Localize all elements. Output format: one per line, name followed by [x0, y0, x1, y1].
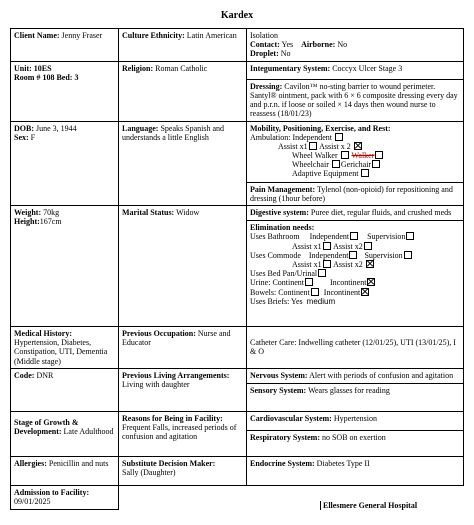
height-label: Height: — [14, 217, 40, 227]
pain-label: Pain Management: — [250, 184, 316, 194]
code-cell — [11, 368, 119, 411]
reasons-cell — [119, 411, 247, 456]
mobility-assist-x1-checkbox[interactable] — [309, 142, 317, 150]
religion-cell — [119, 61, 247, 121]
occupation-cell — [119, 327, 247, 369]
commode-independent-checkbox[interactable] — [349, 251, 357, 259]
digestive-cell — [247, 206, 464, 327]
briefs-size-value: medium — [306, 296, 336, 306]
contact-label: Contact: — [250, 40, 280, 50]
sensory-value: Wears glasses for reading — [306, 385, 390, 395]
digestive-label: Digestive system: — [250, 208, 309, 217]
occupation-label: Previous Occupation: — [122, 329, 196, 338]
urine-incontinent-label: Incontinent — [330, 278, 367, 288]
droplet-value: No — [278, 49, 291, 59]
uses-commode-label: Uses Commode — [250, 250, 301, 260]
allergies-value: Penicillin and nuts — [46, 458, 109, 468]
cardio-label: Cardiovascular System: — [250, 413, 332, 423]
integumentary-label: Integumentary System: — [250, 63, 331, 73]
dressing-label: Dressing: — [250, 81, 283, 91]
uses-bathroom-label: Uses Bathroom — [250, 232, 300, 242]
digestive-value: Puree diet, regular fluids, and crushed meds — [308, 208, 452, 217]
decision-maker-label: Substitute Decision Maker: — [122, 458, 216, 468]
gerichair-label: Gerichair — [340, 160, 372, 170]
bowels-incontinent-label: Incontinent — [323, 287, 361, 297]
wheelchair-label: Wheelchair — [292, 160, 329, 170]
commode-assist-x2-checkbox[interactable] — [366, 260, 374, 268]
room-label: Room # 108 Bed: 3 — [14, 72, 79, 82]
stage-cell — [11, 411, 119, 456]
catheter-care-value: Catheter Care: Indwelling catheter (12/01/25), UTI (13/01/25), I & O — [250, 338, 456, 357]
bathroom-assist-x1-label: Assist x1 — [292, 241, 322, 251]
respiratory-label: Respiratory System: — [250, 432, 320, 442]
uses-briefs-label: Uses Briefs: Yes — [250, 296, 303, 306]
sensory-label: Sensory System: — [250, 385, 307, 395]
ambulation-label: Ambulation: Independent — [250, 132, 332, 142]
mobility-assist-x1-label: Assist x1 — [278, 141, 308, 151]
commode-assist-x1-label: Assist x1 — [292, 259, 322, 269]
commode-assist-x1-checkbox[interactable] — [323, 260, 331, 268]
urine-continent-checkbox[interactable] — [305, 278, 313, 286]
history-value: Hypertension, Diabetes, Constipation, UTI, Dementia (Middle stage) — [14, 338, 108, 366]
mobility-assist-x2-label: Assist x 2 — [319, 141, 351, 151]
mobility-cell — [247, 121, 464, 206]
weight-label: Weight: — [14, 208, 42, 217]
religion-label: Religion: — [122, 63, 154, 73]
client-name-value: Jenny Fraser — [59, 31, 103, 40]
integumentary-value: Coccyx Ulcer Stage 3 — [330, 63, 403, 73]
dob-label: DOB: — [14, 123, 34, 133]
allergies-cell — [11, 456, 119, 485]
urine-continent-label: Urine: Continent — [250, 278, 304, 288]
sex-label: Sex: — [14, 132, 29, 142]
cardio-cell — [247, 411, 464, 456]
religion-value: Roman Catholic — [153, 63, 208, 73]
commode-independent-label: Independent — [308, 250, 349, 260]
marital-value: Widow — [174, 208, 200, 217]
language-cell — [119, 121, 247, 206]
stage-label: Stage of Growth & Development: — [14, 417, 79, 436]
unit-cell — [11, 61, 119, 121]
reasons-value: Frequent Falls, increased periods of confusion and agitation — [122, 422, 237, 442]
respiratory-value: no SOB on exertion — [319, 432, 386, 442]
admission-value: 09/01/2025 — [14, 496, 51, 506]
living-value: Living with daughter — [122, 379, 190, 389]
commode-supervision-checkbox[interactable] — [404, 251, 412, 259]
history-cell — [11, 327, 119, 369]
height-value: 167cm — [39, 217, 62, 227]
bowels-continent-checkbox[interactable] — [311, 288, 319, 296]
marital-cell — [119, 206, 247, 327]
integumentary-cell — [247, 61, 464, 121]
nervous-label: Nervous System: — [250, 370, 308, 380]
hospital-name: Ellesmere General Hospital — [320, 501, 417, 510]
weight-value: 70kg — [41, 208, 60, 217]
marital-label: Marital Status: — [122, 208, 175, 217]
decision-maker-cell — [119, 456, 247, 485]
culture-label: Culture Ethnicity: — [122, 31, 185, 40]
endocrine-label: Endocrine System: — [250, 458, 315, 468]
uses-bedpan-label: Uses Bed Pan/Urinal — [250, 269, 318, 279]
reasons-label: Reasons for Being in Facility: — [122, 413, 223, 423]
decision-maker-value: Sally (Daughter) — [122, 467, 176, 477]
code-value: DNR — [34, 370, 54, 380]
airborne-label: Airborne: — [301, 40, 336, 50]
empty-cell — [119, 485, 247, 509]
bathroom-assist-x2-checkbox[interactable] — [364, 242, 372, 250]
bathroom-supervision-label: Supervision — [367, 232, 406, 242]
airborne-value: No — [335, 40, 348, 50]
bathroom-independent-checkbox[interactable] — [350, 232, 358, 240]
dob-value: June 3, 1944 — [34, 123, 77, 133]
dressing-value: Cavilon™ no-sting barrier to wound perimeter. Santyl® ointment, pack with 6 × 6 composite dressing every day and p.r.n. if loose or soiled × 14 days then wound nurse to reassess (18/01/23) — [250, 81, 458, 119]
droplet-label: Droplet: — [250, 49, 279, 59]
culture-value: Latin American — [184, 31, 237, 40]
commode-supervision-label: Supervision — [364, 250, 403, 260]
urine-incontinent-checkbox[interactable] — [367, 278, 375, 286]
living-label: Previous Living Arrangements: — [122, 370, 230, 380]
bowels-continent-label: Bowels: Continent — [250, 287, 310, 297]
nervous-cell — [247, 368, 464, 411]
walker-label: Walker — [351, 151, 375, 161]
walker-checkbox[interactable] — [375, 151, 383, 159]
admission-label: Admission to Facility: — [14, 487, 90, 497]
catheter-cell — [247, 327, 464, 369]
admission-cell — [11, 485, 119, 509]
language-value: Speaks Spanish and understands a little English — [122, 123, 225, 142]
mobility-label: Mobility, Positioning, Exercise, and Rest: — [250, 123, 391, 133]
wheelchair-checkbox[interactable] — [332, 160, 340, 168]
living-cell — [119, 368, 247, 411]
pain-value: Tylenol (non-opioid) for repositioning and dressing (1hour before) — [250, 184, 453, 203]
client-name-cell — [11, 29, 119, 62]
history-label: Medical History: — [14, 329, 72, 338]
isolation-heading: Isolation — [250, 31, 278, 40]
language-label: Language: — [122, 123, 159, 133]
endocrine-cell — [247, 456, 464, 485]
adaptive-equipment-checkbox[interactable] — [361, 169, 369, 177]
gerichair-checkbox[interactable] — [372, 160, 380, 168]
bowels-incontinent-checkbox[interactable] — [361, 288, 369, 296]
unit-label: Unit: 10ES — [14, 63, 52, 73]
bathroom-supervision-checkbox[interactable] — [406, 232, 414, 240]
ambulation-independent-checkbox[interactable] — [335, 133, 343, 141]
kardex-table — [10, 28, 464, 510]
adaptive-equipment-label: Adaptive Equipment — [292, 169, 359, 179]
page-title: Kardex — [220, 10, 254, 21]
elimination-label: Elimination needs: — [250, 223, 315, 233]
cardio-value: Hypertension — [331, 413, 377, 423]
wheel-walker-label: Wheel Walker — [292, 151, 338, 161]
nervous-value: Alert with periods of confusion and agitation — [307, 370, 454, 380]
bathroom-assist-x1-checkbox[interactable] — [323, 242, 331, 250]
commode-assist-x2-label: Assist x2 — [333, 259, 363, 269]
isolation-cell — [247, 29, 464, 62]
stage-value: Late Adulthood — [61, 426, 114, 436]
dob-cell — [11, 121, 119, 206]
bathroom-independent-label: Independent — [309, 232, 350, 242]
mobility-assist-x2-checkbox[interactable] — [354, 142, 362, 150]
bedpan-checkbox[interactable] — [318, 269, 326, 277]
allergies-label: Allergies: — [14, 458, 47, 468]
weight-cell — [11, 206, 119, 327]
client-name-label: Client Name: — [14, 31, 60, 40]
contact-value: Yes — [279, 40, 294, 50]
code-label: Code: — [14, 370, 35, 380]
culture-cell — [119, 29, 247, 62]
bathroom-assist-x2-label: Assist x2 — [333, 241, 363, 251]
sex-value: F — [28, 132, 36, 142]
occupation-value: Nurse and Educator — [122, 329, 231, 348]
wheel-walker-checkbox[interactable] — [341, 151, 349, 159]
endocrine-value: Diabetes Type II — [314, 458, 370, 468]
